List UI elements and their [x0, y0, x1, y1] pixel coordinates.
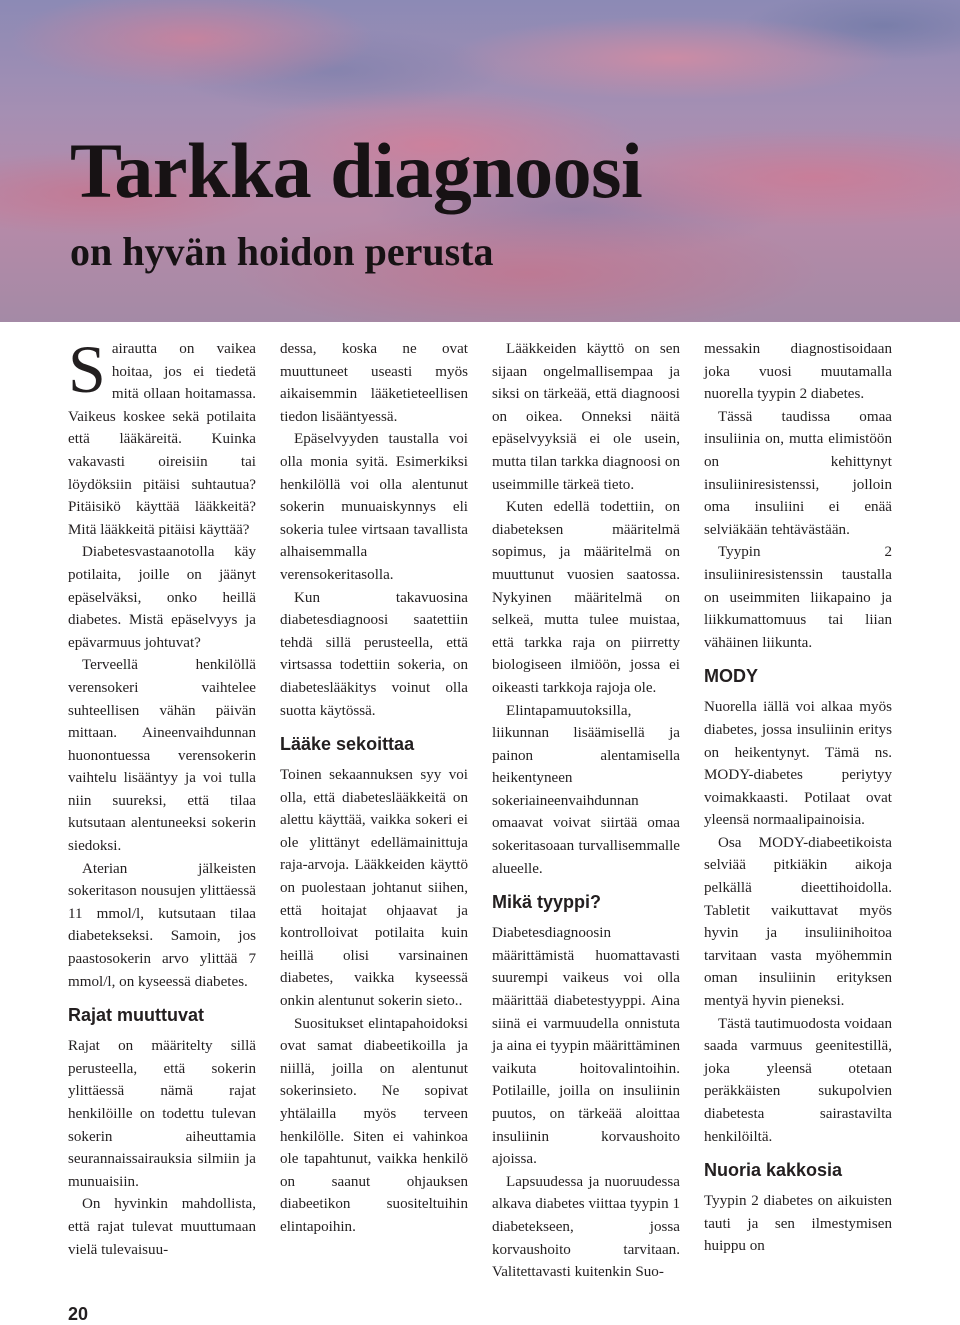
article-column-2	[280, 338, 468, 1239]
section-heading-nuoria: Nuoria kakkosia	[704, 1160, 843, 1181]
paragraph: Kun takavuosina diabetesdiagnoosi saatettiin tehdä sillä perusteella, että virtsassa todettiin sokeria, on diabeteslääkitys voinut olla suotta käytössä.	[280, 589, 468, 719]
paragraph: Nuorella iällä voi alkaa myös diabetes, jossa insuliinin eritys on heikentynyt. Tämä ns. MODY-diabetes periytyy voimakkaasti. Potilaat ovat yleensä normaalipainoisia.	[704, 699, 892, 829]
drop-cap: S	[68, 331, 106, 407]
paragraph: Diabetesdiagnoosin määrittämistä huomattavasti suurempi vaikeus voi olla määrittää diabetestyyppi. Aina siinä ei varmuudella onnistuta ja aina ei tyypin määrittäminen vaikuta hoitovalintoihin. Potilaille, joilla on insuliinin puutos, on tärkeää aloittaa insuliinin korvaushoito ajoissa.	[492, 925, 680, 1168]
page-number: 20	[68, 1304, 89, 1324]
paragraph: messakin diagnostisoidaan joka vuosi muutamalla nuorella tyypin 2 diabetes.	[704, 341, 892, 403]
paragraph: Diabetesvastaanotolla käy potilaita, joille on jäänyt epäselväksi, onko heillä diabetes. Mistä epäselvyys ja epävarmuus johtuvat?	[68, 544, 256, 651]
paragraph: Tässä taudissa omaa insuliinia on, mutta elimistöön on kehittynyt insuliiniresistenssi, jolloin oma insuliini ei enää selviäkään tehtävästään.	[704, 408, 892, 538]
page-subtitle: on hyvän hoidon perusta	[70, 229, 494, 274]
article-column-3	[492, 338, 680, 1284]
paragraph: Tyypin 2 diabetes on aikuisten tauti ja sen ilmestymisen huippu on	[704, 1193, 892, 1255]
paragraph: Osa MODY-diabeetikoista selviää pitkiäkin aikoja pelkällä dieettihoidolla. Tabletit vaikuttavat myös hyvin ja insuliinihoitoa tarvitaan vasta myöhemmin oman insuliinin erityksen mentyä hyvin pieneksi.	[704, 834, 892, 1010]
paragraph: Epäselvyyden taustalla voi olla monia syitä. Esimerkiksi henkilöllä voi olla alentunut sokerin munuaiskynnys eli sokeria tulee virtsaan tavallista alhaisemmalla verensokeritasolla.	[280, 431, 468, 583]
paragraph: Kuten edellä todettiin, on diabeteksen määritelmä sopimus, ja määritelmä on muuttunut vuosien saatossa. Nykyinen määritelmä on selkeä, mutta tulee muistaa, että tarkka raja on piirretty biologiseen ilmiöön, jossa ei oikeasti tarkkoja rajoja ole.	[492, 499, 680, 696]
article-column-4	[704, 338, 892, 1258]
paragraph: On hyvinkin mahdollista, että rajat tulevat muuttumaan vielä tulevaisuu-	[68, 1196, 256, 1258]
paragraph: Elintapamuutoksilla, liikunnan lisäämisellä ja painon alentamisella heikentyneen sokeriaineenvaihdunnan omaavat voivat siirtää omaa sokeritasoaan turvallisemmalle alueelle.	[492, 702, 680, 877]
section-heading-laake: Lääke sekoittaa	[280, 734, 415, 755]
page-title: Tarkka diagnoosi	[70, 127, 643, 214]
intro-text: airautta on vaikea hoitaa, jos ei tiedetä mitä ollaan hoitamassa. Vaikeus koskee sekä potilaita että lääkäreitä. Kuinka vakavasti oireisiin tai löydöksiin pitäisi suhtautua? Pitäisikö käyttää lääkkeitä? Mitä lääkkeitä pitäisi käyttää?	[68, 341, 256, 538]
paragraph: Aterian jälkeisten sokeritason nousujen ylittäessä 11 mmol/l, kutsutaan tilaa diabetekseksi. Samoin, jos paastosokerin arvo ylittää 7 mmol/l, on kyseessä diabetes.	[68, 860, 256, 990]
section-heading-tyyppi: Mikä tyyppi?	[492, 892, 602, 913]
section-heading-mody: MODY	[704, 666, 758, 687]
article-column-1	[68, 331, 256, 1261]
paragraph: Terveellä henkilöllä verensokeri vaihtelee suhteellisen vähän päivän mittaan. Aineenvaihdunnan huonontuessa verensokerin vaihtelu lisääntyy ja voi tulla niin suureksi, että tilaa kutsutaan alentuneeksi sokerin siedoksi.	[68, 657, 256, 855]
paragraph: Toinen sekaannuksen syy voi olla, että diabeteslääkkeitä on alettu käyttää, vaikka sokeri ei ole ylittänyt edellämainittuja raja-arvoja. Lääkkeiden käyttö on puolestaan johtanut siihen, että hoitajat ohjaavat ja kontrolloivat potilaita kuin heillä olisi varsinainen diabetes, vaikka kyseessä onkin alentunut sokerin sieto..	[280, 767, 468, 1010]
paragraph: Lapsuudessa ja nuoruudessa alkava diabetes viittaa tyypin 1 diabetekseen, jossa korvaushoito tarvitaan. Valitettavasti kuitenkin Suo-	[492, 1173, 680, 1281]
paragraph: Rajat on määritelty sillä perusteella, että sokerin ylittäessä nämä rajat henkilöille on todettu tulevan sokerin aiheuttamia seurannaissairauksia silmiin ja munuaisiin.	[68, 1038, 256, 1190]
header-sky-image	[0, 0, 960, 322]
intro-paragraph	[68, 331, 256, 541]
paragraph: Lääkkeiden käyttö on sen sijaan ongelmallisempaa ja siksi on tärkeää, että diagnoosi on oikea. Onneksi näitä epäselvyyksiä ei ole usein, mutta tilan tarkka diagnoosi on useimmille tärkeä tieto.	[492, 341, 680, 493]
paragraph: Tästä tautimuodosta voidaan saada varmuus geenitestillä, joka yleensä otetaan peräkkäisten sukupolvien diabetesta sairastavilta henkilöiltä.	[704, 1015, 892, 1145]
section-heading-rajat: Rajat muuttuvat	[68, 1005, 205, 1026]
paragraph: Tyypin 2 insuliiniresistenssin taustalla on useimmiten liikapaino ja liikkumattomuus tai liian vähäinen liikunta.	[704, 544, 892, 651]
paragraph: dessa, koska ne ovat muuttuneet useasti myös aikaisemmin lääketieteellisen tiedon lisääntyessä.	[280, 341, 468, 425]
paragraph: Suositukset elintapahoidoksi ovat samat diabeetikoilla ja niillä, joilla on alentunut sokerinsieto. Ne sopivat yhtälailla myös terveen henkilölle. Siten ei vahinkoa ole tapahtunut, vaikka henkilö on saanut ohjauksen diabeetikon suositeltuihin elintapoihin.	[280, 1015, 468, 1235]
